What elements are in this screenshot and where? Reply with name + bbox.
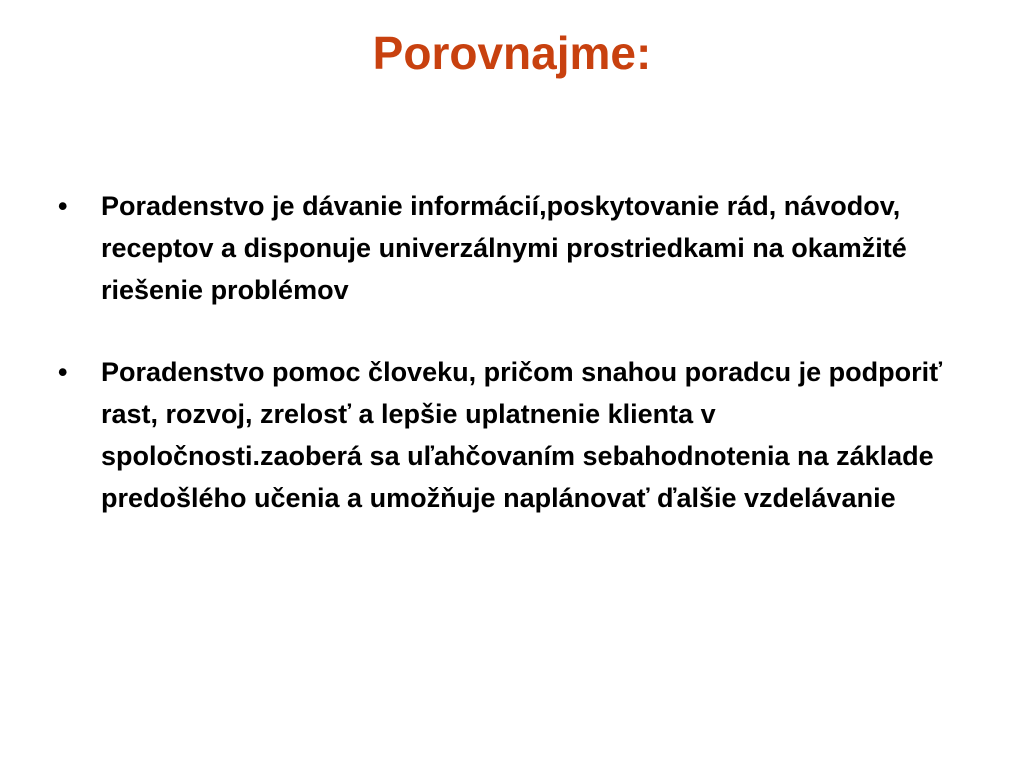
- bullet-text: Poradenstvo je dávanie informácií,poskytovanie rád, návodov, receptov a disponuje univerzálnymi prostriedkami na okamžité riešenie problémov: [101, 191, 907, 305]
- bullet-item-poradenstvo-informacie: [58, 185, 958, 311]
- bullet-item-poradenstvo-pomoc: [58, 351, 958, 519]
- bullet-text: Poradenstvo pomoc človeku, pričom snahou poradcu je podporiť rast, rozvoj, zrelosť a lepšie uplatnenie klienta v spoločnosti.zaoberá sa uľahčovaním sebahodnotenia na základe predošlého učenia a umožňuje naplánovať ďalšie vzdelávanie: [101, 357, 943, 513]
- bullet-dot-icon: •: [58, 191, 68, 221]
- bullet-list: [58, 185, 958, 559]
- bullet-dot-icon: •: [58, 357, 68, 387]
- slide-title: Porovnajme:: [372, 27, 652, 79]
